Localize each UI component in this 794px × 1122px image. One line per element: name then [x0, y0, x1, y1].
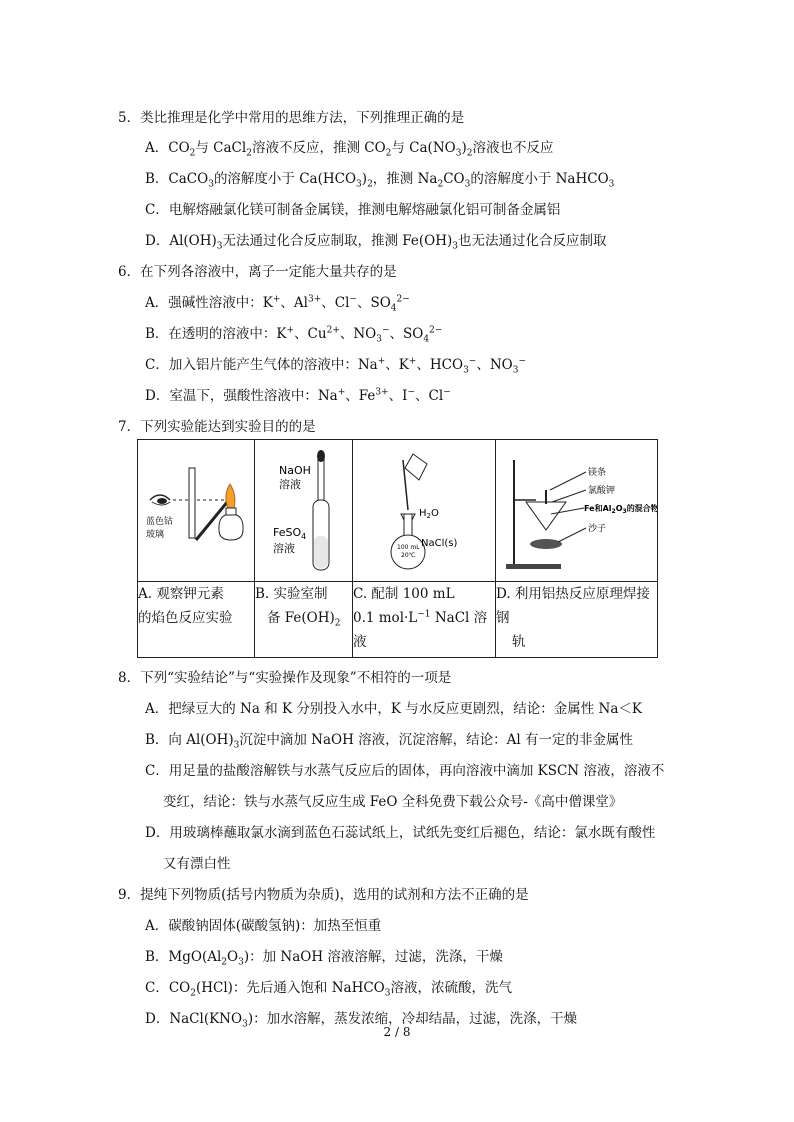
naoh-label: NaOH	[279, 464, 311, 477]
stand-base	[506, 564, 561, 569]
q8-option-d-line2: 又有漂白性	[163, 856, 231, 872]
solution-fill	[314, 536, 328, 568]
q6-option-c: C．加入铝片能产生气体的溶液中：Na+、K+、$HCO_3^-$、$NO_3^-$	[145, 356, 527, 376]
q5-stem: 5．类比推理是化学中常用的思维方法，下列推理正确的是	[118, 110, 465, 126]
caption-c-line1: C. 配制 100 mL	[353, 586, 455, 602]
water-label: $H_2O$	[419, 508, 439, 520]
leader-kclo3	[552, 490, 586, 502]
fe-oh2-figure	[255, 440, 352, 577]
q7-stem: 7．下列实验能达到实验目的的是	[118, 419, 316, 435]
q9-option-a: A．碳酸钠固体(碳酸氢钠)：加热至恒重	[145, 918, 382, 934]
figure-b-cell	[255, 440, 353, 582]
naoh-solution-label: 溶液	[279, 478, 301, 491]
q6-stem: 6．在下列各溶液中，离子一定能大量共存的是	[118, 264, 397, 280]
caption-a	[138, 582, 255, 658]
caption-b	[255, 582, 353, 658]
paper-funnel	[526, 502, 566, 530]
mixture-label: Fe和$Al_2O_3$的混合物	[584, 504, 657, 515]
q5-option-b: B．CaCO$_3$的溶解度小于 $Ca(HCO_3)_2$，推测 $Na_2CO_3$的溶解度小于 NaHCO$_3$	[145, 171, 615, 190]
caption-c	[353, 582, 496, 658]
q8-stem: 8．下列“实验结论”与“实验操作及现象”不相符的一项是	[118, 670, 452, 686]
flame-icon	[226, 484, 235, 508]
caption-a-line1: A. 观察钾元素	[138, 586, 224, 602]
q5-option-d: D．$Al(OH)_3$无法通过化合反应制取，推测 $Fe(OH)_3$也无法通过化合反应制取	[145, 233, 607, 252]
page-number: 2 / 8	[383, 1025, 411, 1039]
caption-d-line2: 轨	[512, 634, 526, 650]
cobalt-glass-label-1: 蓝色钴	[146, 517, 174, 527]
q8-option-b: B．向 $Al(OH)_3$沉淀中滴加 NaOH 溶液，沉淀溶解，结论：Al 有一定的非金属性	[145, 732, 634, 751]
experiment-table	[137, 439, 658, 658]
q8-option-a: A．把绿豆大的 Na 和 K 分别投入水中，K 与水反应更剧烈，结论：金属性 Na＜K	[145, 701, 642, 717]
sand-label: 沙子	[588, 524, 607, 534]
leader-mg	[550, 472, 586, 490]
q8-option-c-line2: 变红，结论：铁与水蒸气反应生成 FeO 全科免费下载公众号-《高中僧课堂》	[163, 794, 623, 810]
q9-option-d: D．$NaCl(KNO_3)$：加水溶解，蒸发浓缩，冷却结晶，过滤，洗涤，干燥	[145, 1011, 578, 1030]
figure-d-cell	[496, 440, 658, 582]
dropper-bulb	[317, 450, 325, 462]
sand-dish	[530, 539, 562, 549]
nacl-label: NaCl(s)	[421, 538, 458, 549]
cobalt-glass	[189, 468, 195, 538]
q8-option-c-line1: C．用足量的盐酸溶解铁与水蒸气反应后的固体，再向溶液中滴加 KSCN 溶液，溶液不	[145, 763, 665, 779]
flask-volume-label: 100 mL	[397, 544, 420, 551]
volumetric-flask-figure	[353, 440, 495, 577]
caption-c-line2: 0.1 $mol\cdot L^{-1}$ NaCl 溶液	[353, 609, 488, 650]
q9-stem: 9．提纯下列物质(括号内物质为杂质)，选用的试剂和方法不正确的是	[118, 887, 529, 903]
flask-temp-label: 20℃	[401, 552, 416, 559]
caption-d-line1: D. 利用铝热反应原理焊接钢	[496, 586, 650, 626]
q9-option-b: B．$MgO(Al_2O_3)$：加 NaOH 溶液溶解，过滤，洗涤，干燥	[145, 949, 503, 968]
q6-option-b: B．在透明的溶液中：K+、$Cu^{2+}$、$NO_3^-$、$SO_4^{2-}$	[145, 325, 443, 345]
mg-strip-label: 镁条	[588, 468, 607, 478]
feso4-solution-label: 溶液	[273, 542, 295, 555]
cobalt-glass-label-2: 玻璃	[146, 530, 165, 540]
feso4-label: FeSO$_4$	[273, 526, 307, 541]
caption-b-line1: B. 实验室制	[255, 586, 328, 602]
caption-a-line2: 的焰色反应实验	[138, 610, 233, 626]
eye-icon	[150, 495, 170, 505]
q5-option-c: C．电解熔融氯化镁可制备金属镁，推测电解熔融氯化铝可制备金属铝	[145, 202, 561, 218]
q5-option-a: A．$CO_2$与 CaCl$_2$溶液不反应，推测 $CO_2$与 $Ca(NO_3)_2$溶液也不反应	[145, 140, 554, 159]
caption-d	[496, 582, 658, 658]
kclo3-label: 氯酸钾	[588, 486, 616, 496]
q9-option-c: C．$CO_2(HCl)$：先后通入饱和 NaHCO$_3$溶液，浓硫酸，洗气	[145, 980, 512, 999]
leader-sand	[558, 528, 586, 542]
caption-b-line2: 备 $Fe(OH)_2$	[267, 610, 341, 629]
q6-option-a: A．强碱性溶液中：K+、$Al^{3+}$、Cl−、$SO_4^{2-}$	[145, 294, 410, 314]
figure-c-cell	[353, 440, 496, 582]
q8-option-d-line1: D．用玻璃棒蘸取氯水滴到蓝色石蕊试纸上，试纸先变红后褪色，结论：氯水既有酸性	[145, 825, 656, 841]
lamp-wick	[226, 508, 236, 515]
q6-option-d: D．室温下，强酸性溶液中：Na+、$Fe^{3+}$、I−、Cl−	[145, 387, 451, 404]
thermite-figure	[496, 440, 657, 577]
figure-a-cell	[138, 440, 255, 582]
alcohol-lamp	[219, 514, 243, 540]
beaker	[405, 454, 427, 480]
flame-test-figure	[138, 440, 254, 577]
